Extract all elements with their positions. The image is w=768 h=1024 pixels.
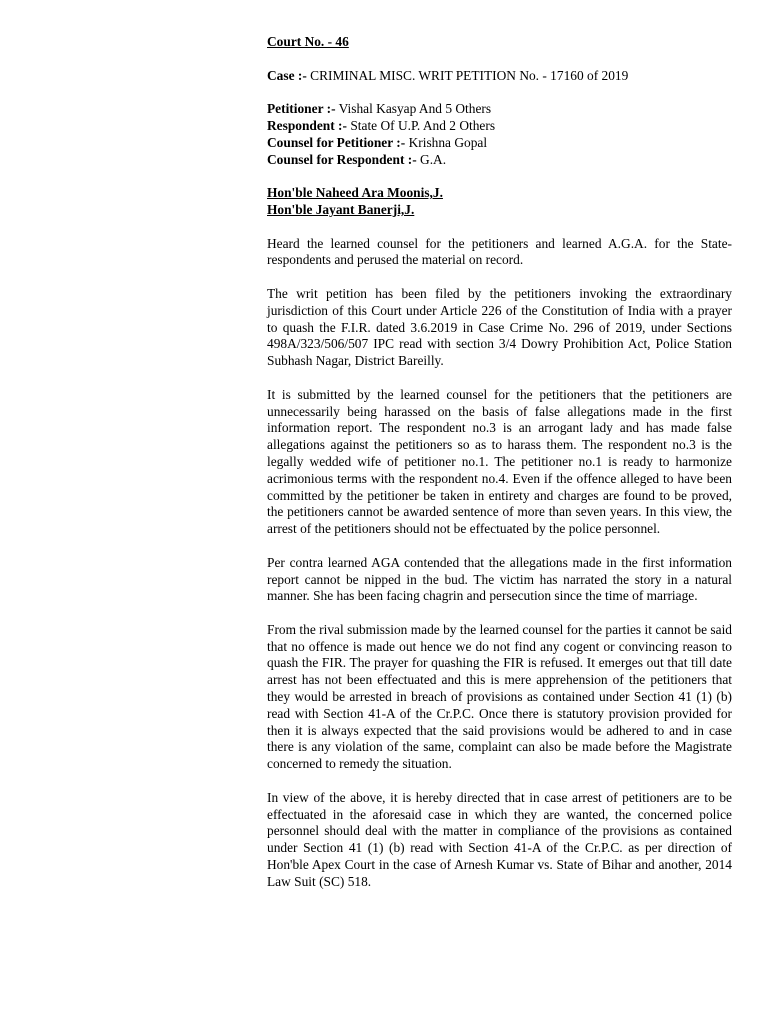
spacer	[267, 51, 732, 68]
order-paragraph: The writ petition has been filed by the petitioners invoking the extraordinary jurisdiction of this Court under Article 226 of the Constitution of India with a prayer to quash the F.I.R. dated 3.6.2019 in Case Crime No. 296 of 2019, under Sections 498A/323/506/507 IPC read with section 3/4 Dowry Prohibition Act, Police Station Subhash Nagar, District Bareilly.	[267, 285, 732, 369]
counsel-respondent-line	[267, 152, 732, 169]
counsel-respondent-label: Counsel for Respondent :-	[267, 151, 417, 167]
petitioner-line	[267, 101, 732, 118]
case-label: Case :-	[267, 67, 307, 83]
bench-block	[267, 185, 732, 219]
respondent-label: Respondent :-	[267, 117, 347, 133]
order-paragraph: Per contra learned AGA contended that the allegations made in the first information report cannot be nipped in the bud. The victim has narrated the story in a natural manner. She has been facing chagrin and persecution since the time of marriage.	[267, 554, 732, 604]
judge-name: Hon'ble Jayant Banerji,J.	[267, 201, 415, 217]
order-paragraph: In view of the above, it is hereby directed that in case arrest of petitioners are to be effectuated in the aforesaid case in which they are wanted, the concerned police personnel should deal with the matter in compliance of the provisions as contained under Section 41 (1) (b) read with Section 41-A of the Cr.P.C. as per direction of Hon'ble Apex Court in the case of Arnesh Kumar vs. State of Bihar and another, 2014 Law Suit (SC) 518.	[267, 789, 732, 889]
order-document	[267, 34, 732, 907]
order-paragraph: From the rival submission made by the learned counsel for the parties it cannot be said that no offence is made out hence we do not find any cogent or convincing reason to quash the FIR. The prayer for quashing the FIR is refused. It emerges out that till date arrest has not been effectuated and this is mere apprehension of the petitioners that they would be arrested in breach of provisions as contained under Section 41 (1) (b) read with Section 41-A of the Cr.P.C. Once there is statutory provision provided for then it is always expected that the said provisions would be adhered to and in case there is any violation of the same, complaint can also be made before the Magistrate concerned to remedy the situation.	[267, 621, 732, 772]
parties-block	[267, 101, 732, 168]
judge-name: Hon'ble Naheed Ara Moonis,J.	[267, 185, 443, 201]
counsel-petitioner-value: Krishna Gopal	[408, 134, 488, 150]
petitioner-value: Vishal Kasyap And 5 Others	[338, 101, 492, 117]
case-value: CRIMINAL MISC. WRIT PETITION No. - 17160 of 2019	[310, 67, 629, 83]
court-number: Court No. - 46	[267, 34, 349, 49]
petitioner-label: Petitioner :-	[267, 101, 336, 117]
counsel-petitioner-label: Counsel for Petitioner :-	[267, 134, 406, 150]
order-paragraph: Heard the learned counsel for the petitioners and learned A.G.A. for the State-respondents and perused the material on record.	[267, 235, 732, 268]
spacer	[267, 168, 732, 185]
case-line	[267, 68, 732, 85]
order-paragraph: It is submitted by the learned counsel for the petitioners that the petitioners are unnecessarily being harassed on the basis of false allegations made in the first information report. The respondent no.3 is an arrogant lady and has made false allegations against the petitioners so as to harass them. The respondent no.3 is the legally wedded wife of petitioner no.1. The petitioner no.1 is ready to harmonize acrimonious terms with the respondent no.4. Even if the offence alleged to have been committed by the petitioner be taken in entirety and charges are found to be proved, the petitioners cannot be awarded sentence of more than seven years. In this view, the arrest of the petitioners should not be effectuated by the police personnel.	[267, 386, 732, 537]
spacer	[267, 84, 732, 101]
spacer	[267, 219, 732, 236]
counsel-petitioner-line	[267, 135, 732, 152]
respondent-value: State Of U.P. And 2 Others	[350, 117, 496, 133]
counsel-respondent-value: G.A.	[420, 151, 447, 167]
respondent-line	[267, 118, 732, 135]
